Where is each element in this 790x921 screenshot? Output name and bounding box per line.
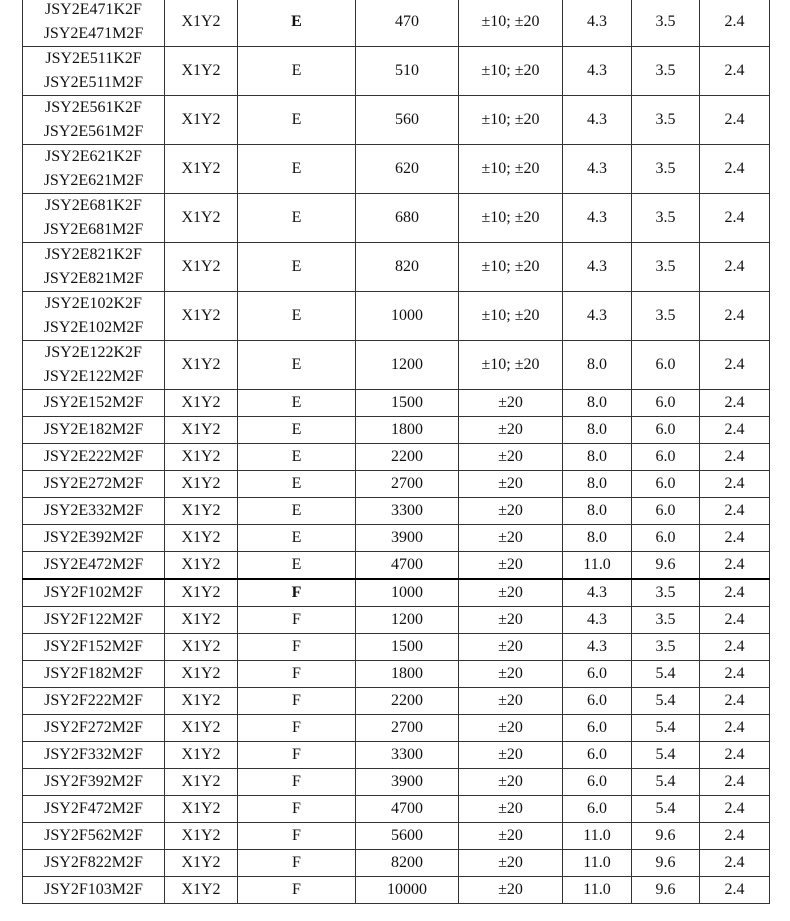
part-number-cell [23,243,165,292]
class-cell: X1Y2 [165,850,238,877]
diameter-cell: 8.0 [563,444,632,471]
part-number-cell [23,417,165,444]
part-number: JSY2E621M2F [43,172,144,189]
code-cell: F [238,634,356,661]
part-number-cell [23,292,165,341]
diameter-cell: 6.0 [563,661,632,688]
tolerance-cell: ±20 [459,715,563,742]
part-number-cell [23,145,165,194]
tolerance-cell: ±20 [459,634,563,661]
tolerance-cell: ±10; ±20 [459,243,563,292]
part-number: JSY2E222M2F [43,448,144,465]
part-number: JSY2F182M2F [44,665,143,682]
table-row [23,823,770,850]
class-cell: X1Y2 [165,341,238,390]
capacitance-cell: 1500 [356,634,459,661]
capacitance-cell: 3900 [356,769,459,796]
class-cell: X1Y2 [165,243,238,292]
diameter-cell: 4.3 [563,96,632,145]
class-cell: X1Y2 [165,0,238,47]
height-cell: 5.4 [632,742,700,769]
height-cell: 6.0 [632,471,700,498]
height-cell: 5.4 [632,661,700,688]
table-body [23,0,770,904]
part-number: JSY2F103M2F [44,881,143,898]
tolerance-cell: ±20 [459,850,563,877]
capacitance-cell: 5600 [356,823,459,850]
part-number-cell [23,552,165,580]
pitch-cell: 2.4 [700,552,770,580]
part-number-cell [23,47,165,96]
class-cell: X1Y2 [165,552,238,580]
code-cell: F [238,607,356,634]
diameter-cell: 11.0 [563,877,632,904]
pitch-cell: 2.4 [700,579,770,607]
capacitance-cell: 680 [356,194,459,243]
capacitor-spec-table [22,0,770,904]
table-row [23,796,770,823]
code-cell: E [238,145,356,194]
diameter-cell: 6.0 [563,769,632,796]
part-number: JSY2F272M2F [44,719,143,736]
pitch-cell: 2.4 [700,498,770,525]
pitch-cell: 2.4 [700,769,770,796]
part-number: JSY2F332M2F [44,746,143,763]
part-number: JSY2E182M2F [43,421,144,438]
pitch-cell: 2.4 [700,145,770,194]
table-row [23,417,770,444]
tolerance-cell: ±20 [459,823,563,850]
class-cell: X1Y2 [165,47,238,96]
pitch-cell: 2.4 [700,525,770,552]
diameter-cell: 4.3 [563,194,632,243]
pitch-cell: 2.4 [700,634,770,661]
tolerance-cell: ±20 [459,769,563,796]
tolerance-cell: ±20 [459,607,563,634]
table-row [23,688,770,715]
code-cell: F [238,877,356,904]
tolerance-cell: ±20 [459,498,563,525]
table-row [23,850,770,877]
capacitance-cell: 1800 [356,417,459,444]
capacitance-cell: 8200 [356,850,459,877]
class-cell: X1Y2 [165,634,238,661]
class-cell: X1Y2 [165,715,238,742]
part-number: JSY2E511M2F [44,74,143,91]
tolerance-cell: ±10; ±20 [459,341,563,390]
capacitance-cell: 1000 [356,579,459,607]
class-cell: X1Y2 [165,145,238,194]
code-cell: E [238,417,356,444]
capacitance-cell: 2200 [356,444,459,471]
part-number: JSY2E511K2F [45,50,142,67]
height-cell: 9.6 [632,877,700,904]
table-row [23,525,770,552]
part-number: JSY2F122M2F [44,611,143,628]
height-cell: 6.0 [632,390,700,417]
height-cell: 3.5 [632,0,700,47]
code-cell: E [238,292,356,341]
capacitance-cell: 1800 [356,661,459,688]
part-number: JSY2F152M2F [44,638,143,655]
pitch-cell: 2.4 [700,417,770,444]
table-row [23,634,770,661]
class-cell: X1Y2 [165,769,238,796]
height-cell: 3.5 [632,579,700,607]
pitch-cell: 2.4 [700,688,770,715]
capacitance-cell: 10000 [356,877,459,904]
class-cell: X1Y2 [165,877,238,904]
part-number-cell [23,796,165,823]
height-cell: 3.5 [632,634,700,661]
capacitance-cell: 2700 [356,715,459,742]
code-cell: E [238,243,356,292]
table-row [23,552,770,580]
capacitance-cell: 820 [356,243,459,292]
table-row [23,769,770,796]
part-number: JSY2F222M2F [44,692,143,709]
part-number-cell [23,341,165,390]
class-cell: X1Y2 [165,444,238,471]
tolerance-cell: ±10; ±20 [459,96,563,145]
pitch-cell: 2.4 [700,661,770,688]
code-cell: F [238,796,356,823]
pitch-cell: 2.4 [700,607,770,634]
part-number: JSY2F562M2F [44,827,143,844]
diameter-cell: 6.0 [563,715,632,742]
code-cell: F [238,661,356,688]
capacitance-cell: 3300 [356,742,459,769]
code-cell: F [238,579,356,607]
part-number: JSY2E102K2F [45,295,142,312]
pitch-cell: 2.4 [700,292,770,341]
tolerance-cell: ±20 [459,742,563,769]
pitch-cell: 2.4 [700,243,770,292]
code-cell: F [238,769,356,796]
capacitance-cell: 1200 [356,607,459,634]
table-row [23,47,770,96]
tolerance-cell: ±20 [459,444,563,471]
capacitance-cell: 560 [356,96,459,145]
table-row [23,292,770,341]
pitch-cell: 2.4 [700,96,770,145]
table-row [23,607,770,634]
diameter-cell: 4.3 [563,243,632,292]
pitch-cell: 2.4 [700,194,770,243]
class-cell: X1Y2 [165,823,238,850]
code-cell: E [238,498,356,525]
part-number: JSY2E681M2F [43,221,144,238]
class-cell: X1Y2 [165,661,238,688]
part-number: JSY2E122M2F [43,368,144,385]
table-row [23,444,770,471]
code-cell: E [238,444,356,471]
part-number-cell [23,634,165,661]
class-cell: X1Y2 [165,525,238,552]
diameter-cell: 11.0 [563,552,632,580]
diameter-cell: 8.0 [563,471,632,498]
capacitance-cell: 2700 [356,471,459,498]
pitch-cell: 2.4 [700,796,770,823]
tolerance-cell: ±10; ±20 [459,0,563,47]
height-cell: 6.0 [632,444,700,471]
class-cell: X1Y2 [165,498,238,525]
part-number: JSY2E102M2F [43,319,144,336]
height-cell: 9.6 [632,823,700,850]
capacitance-cell: 3900 [356,525,459,552]
part-number: JSY2E821K2F [45,246,142,263]
class-cell: X1Y2 [165,417,238,444]
part-number: JSY2E272M2F [43,475,144,492]
part-number: JSY2E471M2F [43,25,144,42]
pitch-cell: 2.4 [700,444,770,471]
class-cell: X1Y2 [165,390,238,417]
tolerance-cell: ±10; ±20 [459,292,563,341]
height-cell: 3.5 [632,145,700,194]
height-cell: 5.4 [632,769,700,796]
capacitance-cell: 4700 [356,796,459,823]
table-row [23,243,770,292]
part-number: JSY2E122K2F [45,344,142,361]
capacitance-cell: 510 [356,47,459,96]
code-cell: F [238,742,356,769]
height-cell: 6.0 [632,498,700,525]
pitch-cell: 2.4 [700,341,770,390]
class-cell: X1Y2 [165,579,238,607]
diameter-cell: 11.0 [563,823,632,850]
class-cell: X1Y2 [165,292,238,341]
part-number: JSY2E821M2F [43,270,144,287]
pitch-cell: 2.4 [700,823,770,850]
diameter-cell: 6.0 [563,688,632,715]
code-cell: F [238,850,356,877]
diameter-cell: 4.3 [563,0,632,47]
tolerance-cell: ±20 [459,471,563,498]
code-cell: E [238,47,356,96]
part-number: JSY2E392M2F [43,529,144,546]
table-row [23,742,770,769]
code-cell: E [238,194,356,243]
diameter-cell: 8.0 [563,341,632,390]
part-number-cell [23,850,165,877]
part-number-cell [23,877,165,904]
tolerance-cell: ±10; ±20 [459,47,563,96]
diameter-cell: 4.3 [563,47,632,96]
diameter-cell: 11.0 [563,850,632,877]
table-row [23,498,770,525]
part-number-cell [23,607,165,634]
tolerance-cell: ±20 [459,579,563,607]
pitch-cell: 2.4 [700,850,770,877]
height-cell: 6.0 [632,525,700,552]
capacitance-cell: 1200 [356,341,459,390]
diameter-cell: 6.0 [563,796,632,823]
part-number: JSY2E561K2F [45,99,142,116]
height-cell: 3.5 [632,243,700,292]
part-number-cell [23,471,165,498]
height-cell: 9.6 [632,850,700,877]
diameter-cell: 4.3 [563,145,632,194]
capacitance-cell: 2200 [356,688,459,715]
part-number: JSY2E471K2F [45,1,142,18]
tolerance-cell: ±20 [459,390,563,417]
height-cell: 3.5 [632,292,700,341]
height-cell: 9.6 [632,552,700,580]
height-cell: 5.4 [632,796,700,823]
part-number: JSY2F822M2F [44,854,143,871]
tolerance-cell: ±20 [459,525,563,552]
part-number-cell [23,769,165,796]
part-number-cell [23,390,165,417]
code-cell: F [238,688,356,715]
class-cell: X1Y2 [165,796,238,823]
capacitance-cell: 1000 [356,292,459,341]
capacitance-cell: 1500 [356,390,459,417]
diameter-cell: 4.3 [563,579,632,607]
tolerance-cell: ±20 [459,688,563,715]
part-number-cell [23,715,165,742]
diameter-cell: 6.0 [563,742,632,769]
part-number: JSY2E332M2F [43,502,144,519]
part-number: JSY2E561M2F [43,123,144,140]
code-cell: E [238,0,356,47]
part-number-cell [23,96,165,145]
part-number-cell [23,688,165,715]
height-cell: 6.0 [632,417,700,444]
pitch-cell: 2.4 [700,877,770,904]
part-number: JSY2E152M2F [43,394,144,411]
table-row [23,579,770,607]
table-row [23,0,770,47]
part-number-cell [23,742,165,769]
height-cell: 6.0 [632,341,700,390]
tolerance-cell: ±10; ±20 [459,194,563,243]
diameter-cell: 4.3 [563,634,632,661]
table-row [23,877,770,904]
code-cell: F [238,715,356,742]
part-number: JSY2E472M2F [43,556,144,573]
code-cell: E [238,525,356,552]
table-row [23,194,770,243]
table-row [23,145,770,194]
code-cell: E [238,341,356,390]
part-number-cell [23,579,165,607]
table-row [23,341,770,390]
code-cell: E [238,96,356,145]
part-number: JSY2E621K2F [45,148,142,165]
table-row [23,715,770,742]
diameter-cell: 8.0 [563,498,632,525]
diameter-cell: 8.0 [563,390,632,417]
tolerance-cell: ±20 [459,661,563,688]
class-cell: X1Y2 [165,194,238,243]
part-number-cell [23,194,165,243]
table-row [23,96,770,145]
class-cell: X1Y2 [165,607,238,634]
height-cell: 3.5 [632,607,700,634]
height-cell: 5.4 [632,715,700,742]
code-cell: E [238,552,356,580]
class-cell: X1Y2 [165,742,238,769]
class-cell: X1Y2 [165,471,238,498]
tolerance-cell: ±20 [459,552,563,580]
tolerance-cell: ±20 [459,796,563,823]
height-cell: 3.5 [632,47,700,96]
part-number: JSY2F472M2F [44,800,143,817]
diameter-cell: 8.0 [563,417,632,444]
pitch-cell: 2.4 [700,742,770,769]
part-number-cell [23,498,165,525]
diameter-cell: 4.3 [563,607,632,634]
code-cell: F [238,823,356,850]
capacitance-cell: 3300 [356,498,459,525]
pitch-cell: 2.4 [700,390,770,417]
height-cell: 3.5 [632,96,700,145]
tolerance-cell: ±20 [459,877,563,904]
part-number: JSY2F392M2F [44,773,143,790]
part-number-cell [23,525,165,552]
pitch-cell: 2.4 [700,471,770,498]
part-number-cell [23,444,165,471]
class-cell: X1Y2 [165,688,238,715]
table-row [23,471,770,498]
capacitance-cell: 620 [356,145,459,194]
diameter-cell: 8.0 [563,525,632,552]
code-cell: E [238,471,356,498]
table-row [23,661,770,688]
capacitance-cell: 470 [356,0,459,47]
tolerance-cell: ±10; ±20 [459,145,563,194]
code-cell: E [238,390,356,417]
tolerance-cell: ±20 [459,417,563,444]
height-cell: 3.5 [632,194,700,243]
part-number-cell [23,661,165,688]
table-row [23,390,770,417]
height-cell: 5.4 [632,688,700,715]
part-number: JSY2E681K2F [45,197,142,214]
pitch-cell: 2.4 [700,0,770,47]
capacitance-cell: 4700 [356,552,459,580]
class-cell: X1Y2 [165,96,238,145]
part-number: JSY2F102M2F [44,584,143,601]
part-number-cell [23,0,165,47]
pitch-cell: 2.4 [700,47,770,96]
part-number-cell [23,823,165,850]
diameter-cell: 4.3 [563,292,632,341]
pitch-cell: 2.4 [700,715,770,742]
